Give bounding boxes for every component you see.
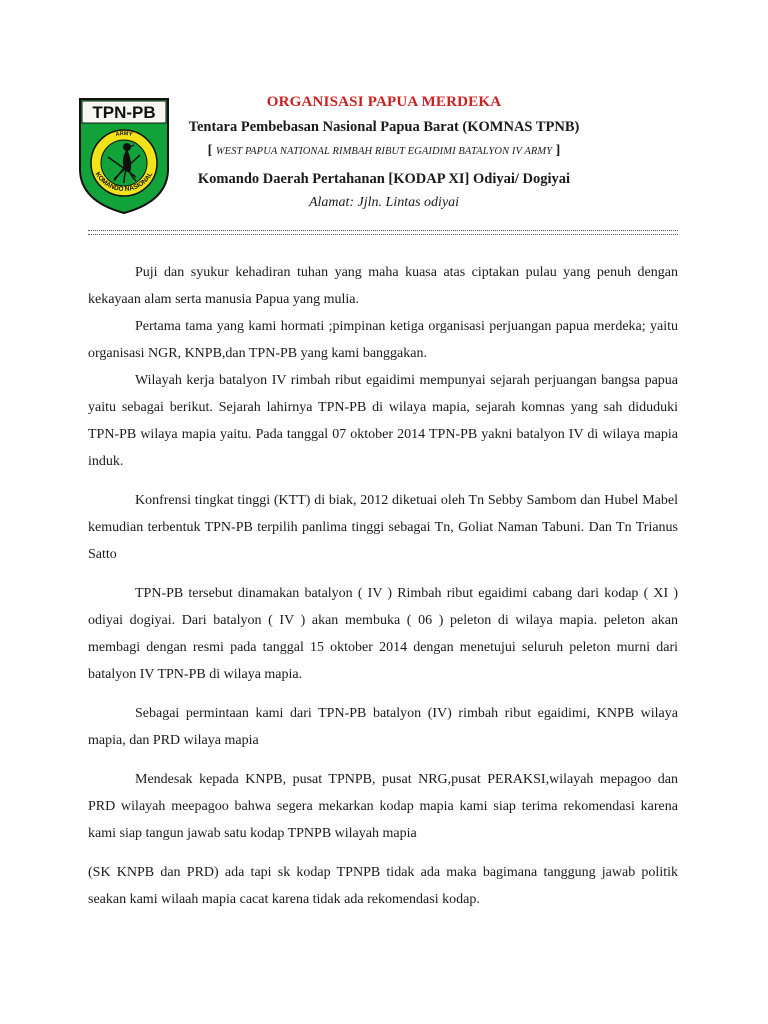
paragraph-8: (SK KNPB dan PRD) ada tapi sk kodap TPNPB tidak ada maka bagimana tanggung jawab politik seakan kami wilaah mapia cacat karena tidak ada rekomendasi kodap. bbox=[88, 865, 678, 907]
paragraph-4: Konfrensi tingkat tinggi (KTT) di biak, 2012 diketuai oleh Tn Sebby Sambom dan Hubel Mabel kemudian terbentuk TPN-PB terpilih panlima tinggi sebagai Tn, Goliat Naman Tabuni. Dan Tn Trianus Satto bbox=[88, 493, 678, 562]
header-divider bbox=[88, 230, 678, 231]
bracket-open: [ bbox=[207, 143, 213, 158]
bracket-close: ] bbox=[555, 143, 561, 158]
logo-title-text: TPN-PB bbox=[92, 103, 156, 122]
organization-subtitle: Tentara Pembebasan Nasional Papua Barat (KOMNAS TPNB) bbox=[188, 119, 580, 135]
letterhead bbox=[178, 92, 590, 213]
paragraph-3: Wilayah kerja batalyon IV rimbah ribut egaidimi mempunyai sejarah perjuangan bangsa papua yaitu sebagai berikut. Sejarah lahirnya TPN-PB di wilaya mapia, sejarah komnas yang sah diduduki TPN-PB wilaya mapia yaitu. Pada tanggal 07 oktober 2014 TPN-PB yakni batalyon IV di wilaya mapia induk. bbox=[88, 373, 678, 469]
battalion-line bbox=[178, 141, 590, 162]
paragraph-5: TPN-PB tersebut dinamakan batalyon ( IV ) Rimbah ribut egaidimi cabang dari kodap ( XI ) odiyai dogiyai. Dari batalyon ( IV ) akan membuka ( 06 ) peleton di wilaya mapia. peleton akan membagi dengan resmi pada tanggal 15 oktober 2014 dengan menetujui seluruh peleton murni dari batalyon IV TPN-PB di wilaya mapia. bbox=[88, 586, 678, 682]
battalion-name: WEST PAPUA NATIONAL RIMBAH RIBUT EGAIDIMI BATALYON IV ARMY bbox=[215, 146, 553, 157]
paragraph-6: Sebagai permintaan kami dari TPN-PB batalyon (IV) rimbah ribut egaidimi, KNPB wilaya mapia, dan PRD wilaya mapia bbox=[88, 706, 678, 748]
logo-ring-bottom-text: KOMANDO NASIONAL bbox=[93, 170, 155, 194]
organization-title: ORGANISASI PAPUA MERDEKA bbox=[266, 94, 502, 110]
paragraph-7: Mendesak kepada KNPB, pusat TPNPB, pusat NRG,pusat PERAKSI,wilayah mepagoo dan PRD wilayah meepagoo bahwa segera mekarkan kodap mapia kami siap terima rekomendasi karena kami siap tangun jawab satu kodap TPNPB wilayah mapia bbox=[88, 772, 678, 841]
tpn-pb-logo bbox=[78, 97, 170, 215]
header-divider-secondary bbox=[88, 234, 678, 235]
regional-command: Komando Daerah Pertahanan [KODAP XI] Odiyai/ Dogiyai bbox=[197, 171, 571, 187]
address: Alamat: Jjln. Lintas odiyai bbox=[308, 195, 460, 210]
paragraph-1: Puji dan syukur kehadiran tuhan yang maha kuasa atas ciptakan pulau yang penuh dengan kekayaan alam serta manusia Papua yang mulia. bbox=[88, 265, 678, 307]
paragraph-2: Pertama tama yang kami hormati ;pimpinan ketiga organisasi perjuangan papua merdeka; yaitu organisasi NGR, KNPB,dan TPN-PB yang kami banggakan. bbox=[88, 319, 678, 361]
logo-ring-top-text: ARMY bbox=[115, 130, 133, 139]
letter-body bbox=[88, 259, 678, 913]
